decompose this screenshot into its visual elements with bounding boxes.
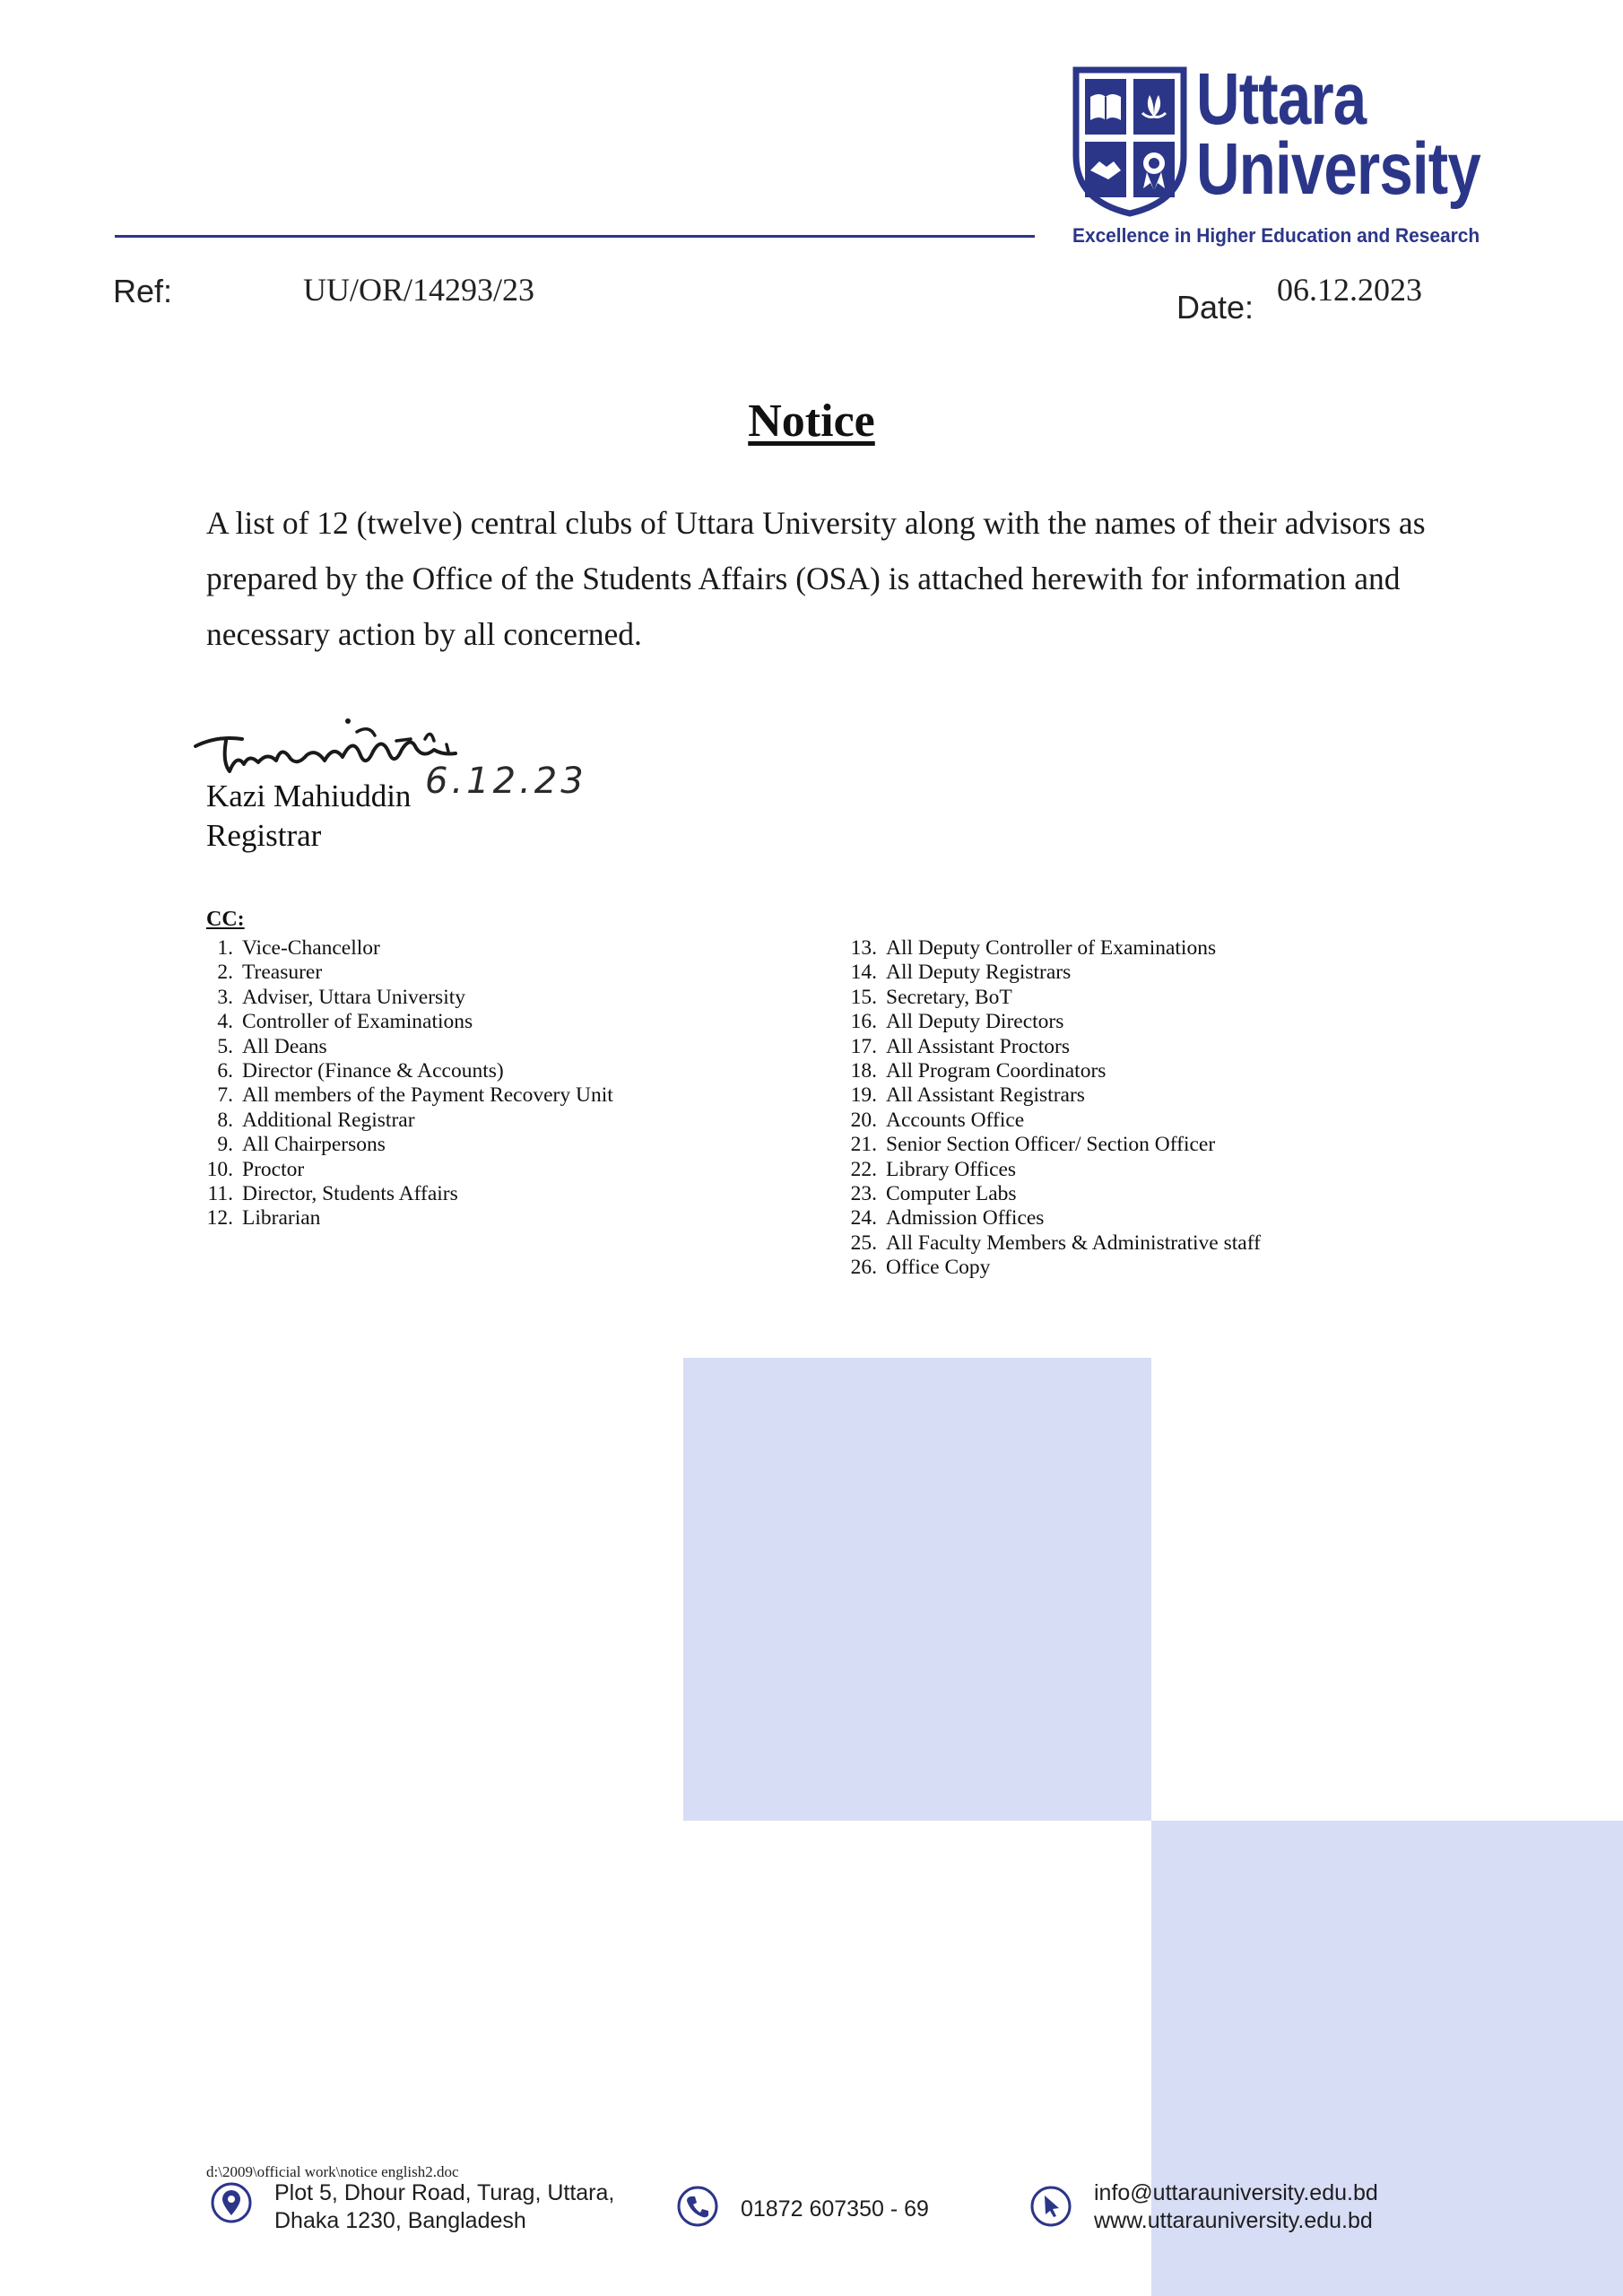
- cc-item: 2. Treasurer: [217, 961, 323, 985]
- logo-name-line2: University: [1196, 128, 1480, 210]
- cc-item: 21. Senior Section Officer/ Section Officer: [850, 1133, 1216, 1157]
- cc-item: 4. Controller of Examinations: [217, 1010, 473, 1034]
- cc-item: 6. Director (Finance & Accounts): [217, 1059, 504, 1083]
- cursor-icon: [1029, 2185, 1072, 2228]
- cc-item: 13. All Deputy Controller of Examinations: [850, 936, 1217, 960]
- footer-email[interactable]: info@uttarauniversity.edu.bd: [1094, 2180, 1378, 2205]
- date-label: Date:: [1176, 289, 1254, 326]
- cc-item: 17. All Assistant Proctors: [850, 1034, 1070, 1058]
- cc-item: 14. All Deputy Registrars: [850, 961, 1072, 985]
- cc-item: 19. All Assistant Registrars: [850, 1083, 1085, 1108]
- phone-icon: [676, 2185, 719, 2228]
- address-line1: Plot 5, Dhour Road, Turag, Uttara,: [274, 2180, 615, 2205]
- cc-item: 26. Office Copy: [850, 1256, 991, 1280]
- logo-wordmark: [1196, 58, 1480, 210]
- cc-item: 25. All Faculty Members & Administrative staff: [850, 1231, 1261, 1255]
- cc-item: 22. Library Offices: [850, 1157, 1017, 1181]
- cc-item: 5. All Deans: [217, 1034, 327, 1058]
- footer-contact: [1094, 2179, 1378, 2235]
- scan-shade-block: [683, 1358, 1151, 1821]
- cc-list-right: [836, 936, 1261, 1281]
- ref-number: UU/OR/14293/23: [303, 272, 535, 308]
- cc-item: 9. All Chairpersons: [217, 1133, 386, 1157]
- cc-item: 24. Admission Offices: [850, 1206, 1045, 1231]
- footer-phone: 01872 607350 - 69: [741, 2196, 929, 2222]
- cc-item: 11. Director, Students Affairs: [207, 1182, 458, 1206]
- signatory-title: Registrar: [206, 818, 322, 853]
- date-value: 06.12.2023: [1277, 272, 1422, 308]
- signatory-name: Kazi Mahiuddin: [206, 778, 412, 813]
- cc-item: 10. Proctor: [206, 1157, 305, 1181]
- footer-website[interactable]: www.uttarauniversity.edu.bd: [1094, 2208, 1373, 2233]
- university-crest-icon: [1072, 66, 1187, 217]
- cc-item: 3. Adviser, Uttara University: [217, 985, 466, 1009]
- cc-item: 8. Additional Registrar: [217, 1108, 415, 1132]
- cc-label: CC:: [206, 908, 245, 931]
- cc-item: 16. All Deputy Directors: [850, 1010, 1064, 1034]
- logo-name-line1: Uttara: [1196, 58, 1367, 140]
- cc-list-left: [197, 936, 613, 1231]
- cc-item: 12. Librarian: [206, 1206, 321, 1231]
- notice-title: Notice: [748, 396, 875, 447]
- logo-tagline: Excellence in Higher Education and Research: [1072, 224, 1480, 247]
- cc-item: 7. All members of the Payment Recovery Unit: [217, 1083, 613, 1108]
- cc-item: 1. Vice-Chancellor: [217, 936, 380, 960]
- location-icon: [210, 2181, 253, 2224]
- ref-label: Ref:: [113, 273, 173, 309]
- notice-body: A list of 12 (twelve) central clubs of Uttara University along with the names of their advisors as prepared by the Office of the Students Affairs (OSA) is attached herewith for information and necessary action by all concerned.: [206, 505, 1426, 652]
- cc-item: 23. Computer Labs: [850, 1182, 1017, 1206]
- cc-item: 15. Secretary, BoT: [850, 985, 1012, 1009]
- signature-date: 6.12.23: [425, 761, 587, 802]
- file-path: d:\2009\official work\notice english2.doc: [206, 2163, 459, 2180]
- cc-item: 20. Accounts Office: [850, 1108, 1025, 1132]
- address-line2: Dhaka 1230, Bangladesh: [274, 2208, 526, 2233]
- header-divider: [115, 235, 1035, 238]
- footer-address: [274, 2179, 614, 2235]
- cc-item: 18. All Program Coordinators: [850, 1059, 1107, 1083]
